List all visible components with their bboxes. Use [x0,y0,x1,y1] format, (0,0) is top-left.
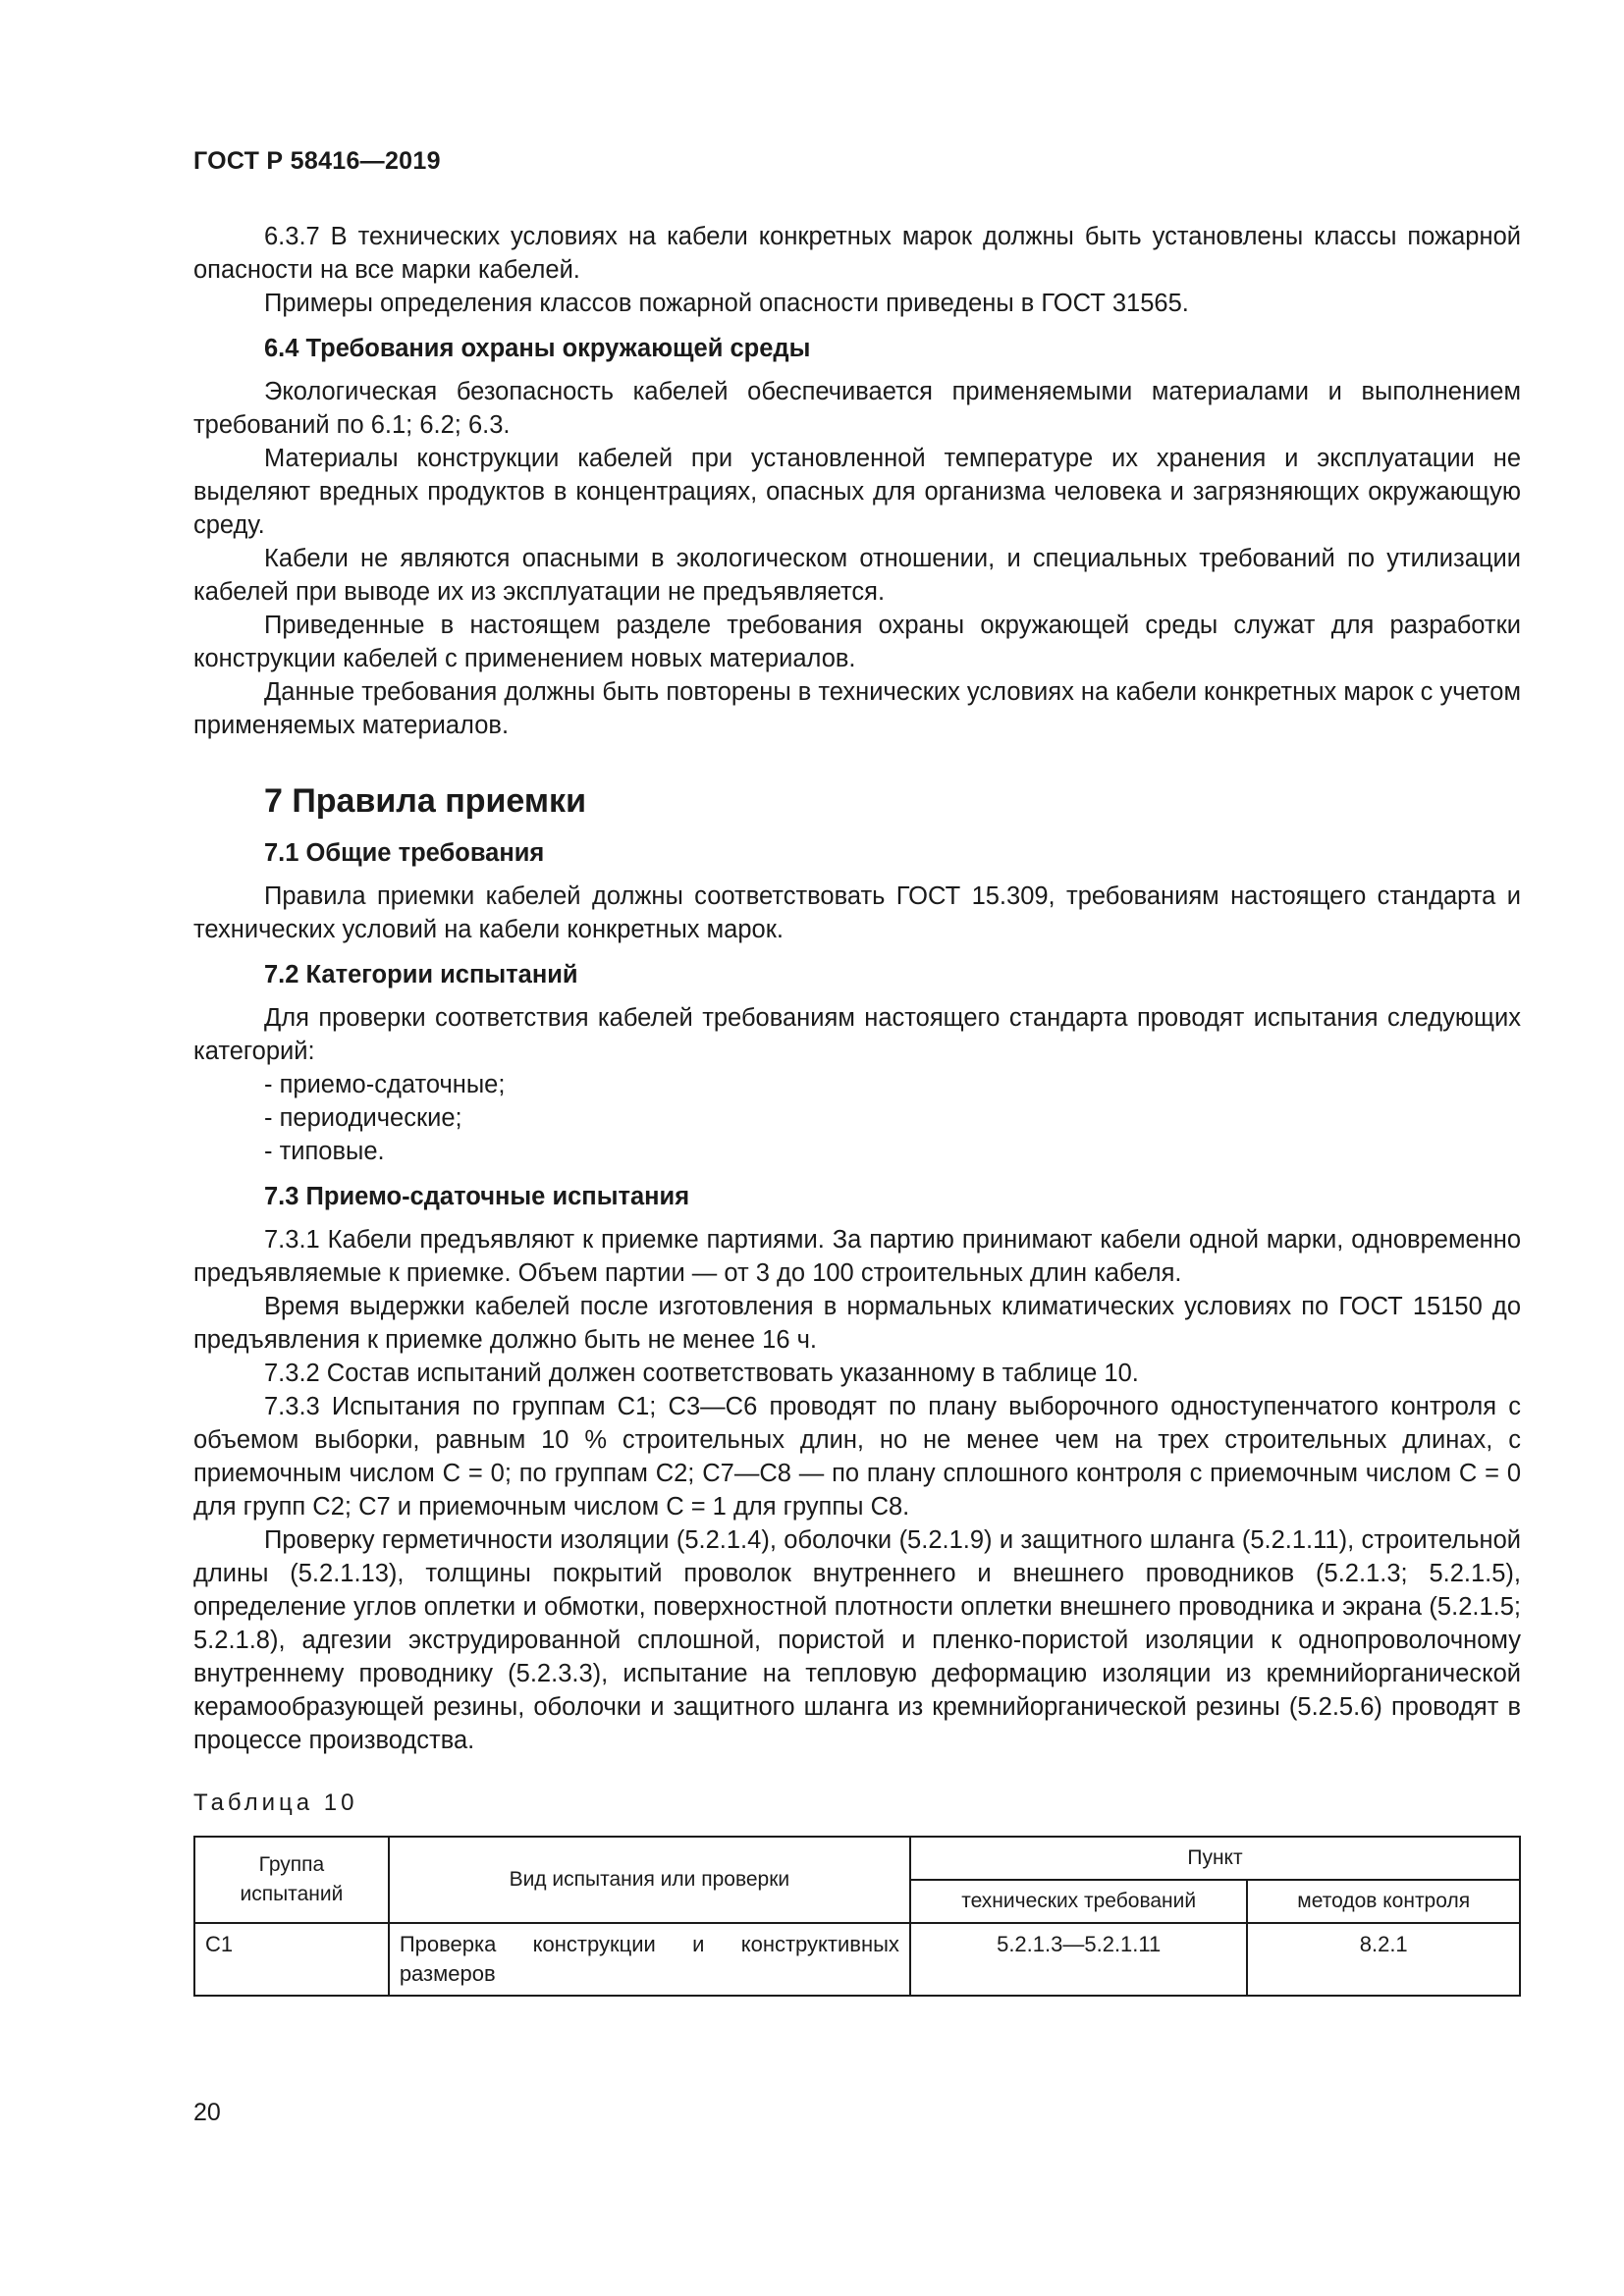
header-test-type: Вид испытания или проверки [389,1837,910,1923]
header-group: Группа испытаний [194,1837,389,1923]
list-item: - приемо-сдаточные; [264,1071,506,1098]
header-tech-req: технических требований [910,1880,1247,1923]
paragraph: Экологическая безопасность кабелей обеспечивается применяемыми материалами и выполнением требований по 6.1; 6.2; 6.3. [193,378,1521,439]
paragraph: Время выдержки кабелей после изготовления в нормальных климатических условиях по ГОСТ 15150 до предъявления к приемке должно быть не менее 16 ч. [193,1293,1521,1354]
table-caption: Таблица 10 [193,1789,358,1816]
paragraph: Проверку герметичности изоляции (5.2.1.4), оболочки (5.2.1.9) и защитного шланга (5.2.1.11), строительной длины (5.2.1.13), толщины покрытий проволок внутреннего и внешнего проводников (5.2.1.3; 5.2.1.5), определение углов оплетки и обмотки, поверхностной плотности оплетки внешнего проводника и экрана (5.2.1.5; 5.2.1.8), адгезии экструдированной сплошной, пористой и пленко-пористой изоляции к однопроволочному внутреннему проводнику (5.2.3.3), испытание на тепловую деформацию изоляции из кремнийорганической керамообразующей резины, оболочки и защитного шланга из кремнийорганической резины (5.2.5.6) проводят в процессе производства. [193,1526,1521,1754]
header-methods: методов контроля [1247,1880,1520,1923]
paragraph: Для проверки соответствия кабелей требованиям настоящего стандарта проводят испытания следующих категорий: [193,1004,1521,1065]
cell-test-type: Проверка конструкции и конструктивных размеров [389,1923,910,1996]
paragraph: 6.3.7 В технических условиях на кабели конкретных марок должны быть установлены классы пожарной опасности на все марки кабелей. [193,223,1521,284]
page-number: 20 [193,2099,221,2126]
paragraph: 7.3.2 Состав испытаний должен соответствовать указанному в таблице 10. [264,1360,1139,1387]
paragraph: 7.3.3 Испытания по группам С1; С3—С6 проводят по плану выборочного одноступенчатого контроля с объемом выборки, равным 10 % строительных длин, но не менее чем на трех строительных длинах, с приемочным числом С = 0; по группам С2; С7—С8 — по плану сплошного контроля с приемочным числом С = 0 для групп С2; С7 и приемочным числом С = 1 для группы С8. [193,1393,1521,1521]
paragraph: Данные требования должны быть повторены в технических условиях на кабели конкретных марок с учетом применяемых материалов. [193,678,1521,739]
list-item: - типовые. [264,1138,385,1165]
table-row [194,1923,1520,1996]
test-category-list [193,1068,1521,1168]
chapter-heading-7: 7 Правила приемки [264,782,586,820]
paragraph: Материалы конструкции кабелей при установленной температуре их хранения и эксплуатации не выделяют вредных продуктов в концентрациях, опасных для организма человека и загрязняющих окружающую среду. [193,445,1521,539]
document-body [193,220,1521,1997]
document-header: ГОСТ Р 58416—2019 [193,147,441,175]
cell-methods: 8.2.1 [1247,1923,1520,1996]
paragraph: 7.3.1 Кабели предъявляют к приемке партиями. За партию принимают кабели одной марки, одновременно предъявляемые к приемке. Объем партии — от 3 до 100 строительных длин кабеля. [193,1226,1521,1287]
paragraph: Правила приемки кабелей должны соответствовать ГОСТ 15.309, требованиям настоящего стандарта и технических условий на кабели конкретных марок. [193,882,1521,943]
cell-tech-req: 5.2.1.3—5.2.1.11 [910,1923,1247,1996]
section-heading-6-4: 6.4 Требования охраны окружающей среды [264,335,811,362]
paragraph: Приведенные в настоящем разделе требования охраны окружающей среды служат для разработки конструкции кабелей с применением новых материалов. [193,612,1521,672]
section-heading-7-3: 7.3 Приемо-сдаточные испытания [264,1183,690,1210]
paragraph: Кабели не являются опасными в экологическом отношении, и специальных требований по утилизации кабелей при выводе их из эксплуатации не предъявляется. [193,545,1521,606]
list-item: - периодические; [264,1104,462,1132]
section-heading-7-2: 7.2 Категории испытаний [264,961,578,988]
header-clause: Пункт [910,1837,1520,1880]
section-heading-7-1: 7.1 Общие требования [264,839,545,867]
cell-group: С1 [194,1923,389,1996]
table-header-row [194,1837,1520,1880]
table-10 [193,1836,1521,1997]
paragraph: Примеры определения классов пожарной опасности приведены в ГОСТ 31565. [264,290,1189,317]
